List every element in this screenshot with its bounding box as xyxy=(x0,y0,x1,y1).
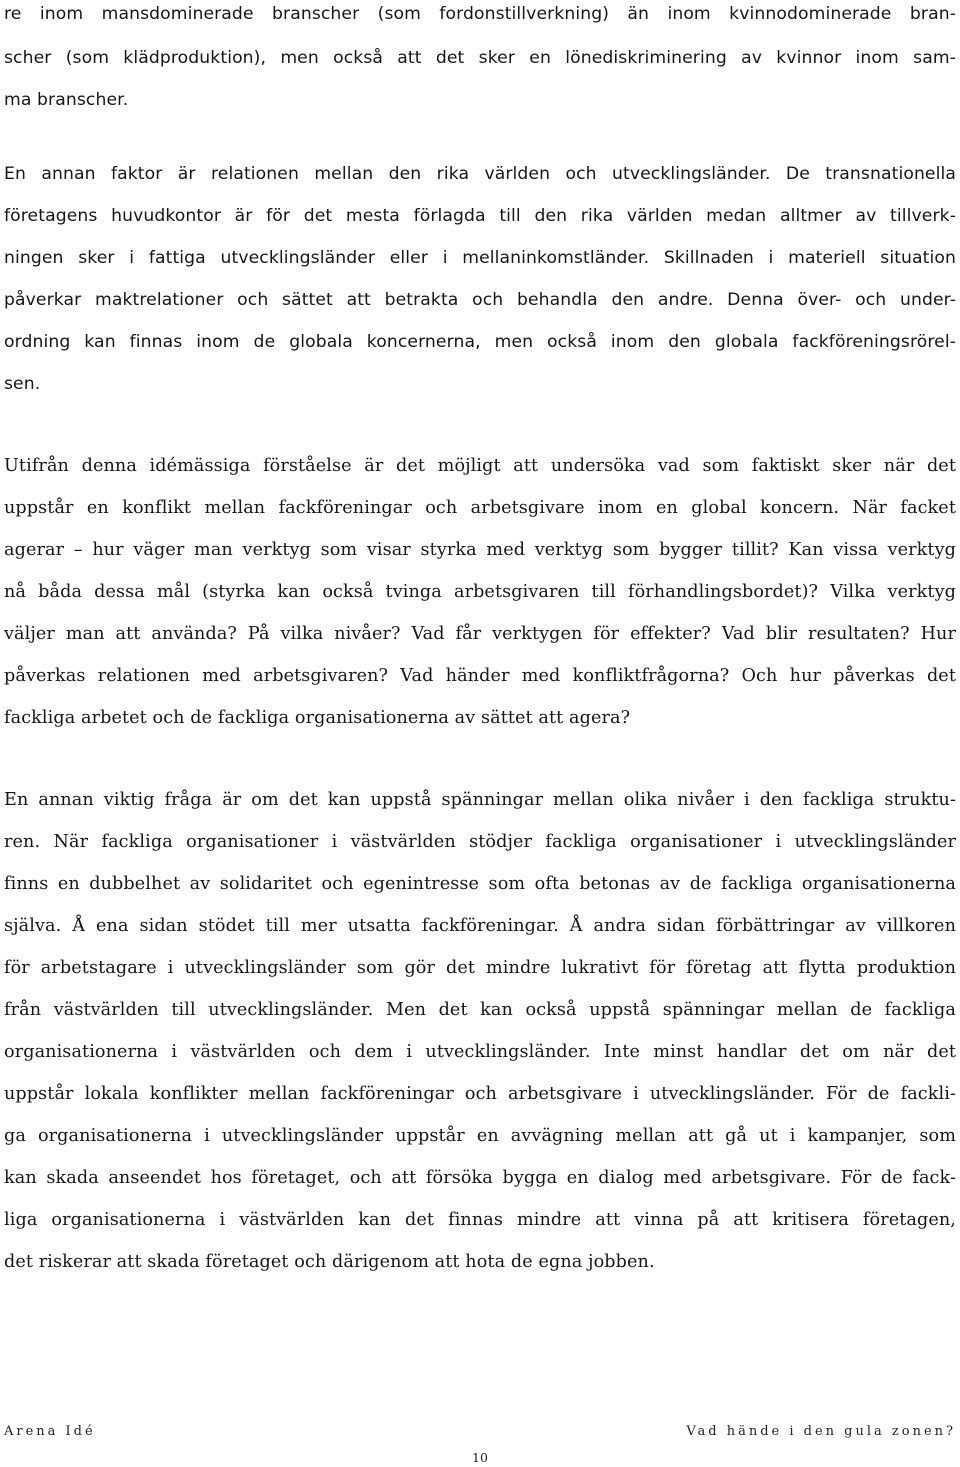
paragraph-3-line: väljer man att använda? På vilka nivåer? Vad får verktygen för effekter? Vad blir resultaten? Hur xyxy=(4,624,956,644)
footer-publisher: Arena Idé xyxy=(4,1424,96,1439)
paragraph-1-line: ma branscher. xyxy=(4,90,129,110)
paragraph-3-line: fackliga arbetet och de fackliga organisationerna av sättet att agera? xyxy=(4,708,631,728)
paragraph-4-line: kan skada anseendet hos företaget, och att försöka bygga en dialog med arbetsgivare. För de fack- xyxy=(4,1168,956,1188)
paragraph-4-line: ga organisationerna i utvecklingsländer uppstår en avvägning mellan att gå ut i kampanjer, som xyxy=(4,1126,956,1146)
paragraph-4-line: organisationerna i västvärlden och dem i utvecklingsländer. Inte minst handlar det om när det xyxy=(4,1042,956,1062)
paragraph-1-line: scher (som klädproduktion), men också att det sker en lönediskriminering av kvinnor inom sam- xyxy=(4,48,956,68)
paragraph-4-line: för arbetstagare i utvecklingsländer som gör det mindre lukrativt för företag att flytta produktion xyxy=(4,958,956,978)
paragraph-4-line: själva. Å ena sidan stödet till mer utsatta fackföreningar. Å andra sidan förbättringar av villkoren xyxy=(4,916,956,936)
footer-title: Vad hände i den gula zonen? xyxy=(686,1424,956,1439)
paragraph-2-line: företagens huvudkontor är för det mesta förlagda till den rika världen medan alltmer av tillverk- xyxy=(4,206,956,226)
paragraph-4-line: liga organisationerna i västvärlden kan det finnas mindre att vinna på att kritisera företagen, xyxy=(4,1210,956,1230)
paragraph-2-line: ningen sker i fattiga utvecklingsländer eller i mellaninkomstländer. Skillnaden i materiell situation xyxy=(4,248,956,268)
paragraph-3-line: Utifrån denna idémässiga förståelse är det möjligt att undersöka vad som faktiskt sker när det xyxy=(4,456,956,476)
paragraph-2-line: sen. xyxy=(4,374,41,394)
paragraph-2-line: påverkar maktrelationer och sättet att betrakta och behandla den andre. Denna över- och under- xyxy=(4,290,956,310)
paragraph-3-line: nå båda dessa mål (styrka kan också tvinga arbetsgivaren till förhandlingsbordet)? Vilka verktyg xyxy=(4,582,956,602)
paragraph-4-line: ren. När fackliga organisationer i västvärlden stödjer fackliga organisationer i utvecklingsländer xyxy=(4,832,956,852)
paragraph-4-line: från västvärlden till utvecklingsländer. Men det kan också uppstå spänningar mellan de fackliga xyxy=(4,1000,956,1020)
paragraph-2-line: ordning kan finnas inom de globala koncernerna, men också inom den globala fackföreningsrörel- xyxy=(4,332,956,352)
paragraph-4-line: det riskerar att skada företaget och därigenom att hota de egna jobben. xyxy=(4,1252,655,1272)
page-number: 10 xyxy=(472,1450,488,1465)
paragraph-4-line: uppstår lokala konflikter mellan fackföreningar och arbetsgivare i utvecklingsländer. För de fackli- xyxy=(4,1084,956,1104)
paragraph-2-line: En annan faktor är relationen mellan den rika världen och utvecklingsländer. De transnationella xyxy=(4,164,956,184)
paragraph-3-line: agerar – hur väger man verktyg som visar styrka med verktyg som bygger tillit? Kan vissa verktyg xyxy=(4,540,956,560)
paragraph-3-line: påverkas relationen med arbetsgivaren? Vad händer med konfliktfrågorna? Och hur påverkas det xyxy=(4,666,956,686)
paragraph-4-line: En annan viktig fråga är om det kan uppstå spänningar mellan olika nivåer i den fackliga struktu- xyxy=(4,790,956,810)
paragraph-3-line: uppstår en konflikt mellan fackföreningar och arbetsgivare inom en global koncern. När facket xyxy=(4,498,956,518)
paragraph-4-line: finns en dubbelhet av solidaritet och egenintresse som ofta betonas av de fackliga organisationerna xyxy=(4,874,956,894)
paragraph-1-line: re inom mansdominerade branscher (som fordonstillverkning) än inom kvinnodominerade bran- xyxy=(4,4,956,24)
